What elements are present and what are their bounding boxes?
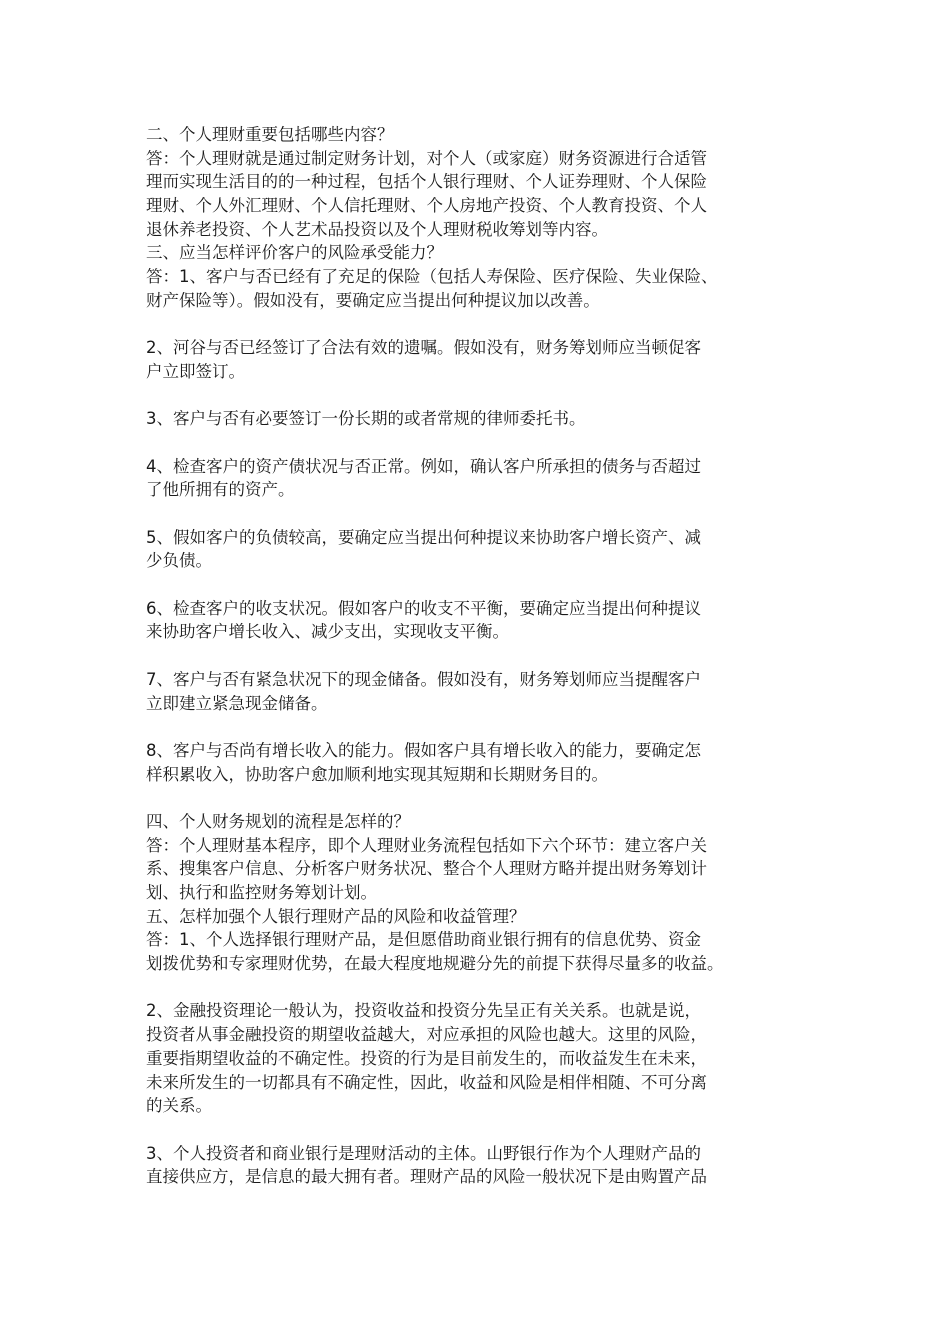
text-line: 3、个人投资者和商业银行是理财活动的主体。山野银行作为个人理财产品的 [146, 1143, 701, 1163]
text-line: 未来所发生的一切都具有不确定性，因此，收益和风险是相伴相随、不可分离 [146, 1072, 707, 1092]
text-line: 样积累收入，协助客户愈加顺利地实现其短期和长期财务目的。 [146, 764, 608, 784]
text-line: 三、应当怎样评价客户的风险承受能力？ [146, 243, 443, 263]
text-line: 答：个人理财基本程序，即个人理财业务流程包括如下六个环节：建立客户关 [146, 835, 707, 855]
text-line: 重要指期望收益的不确定性。投资的行为是目前发生的，而收益发生在未来， [146, 1048, 707, 1068]
text-line: 了他所拥有的资产。 [146, 480, 295, 500]
blank-line [146, 976, 826, 1000]
text-line: 财产保险等）。假如没有，要确定应当提出何种提议加以改善。 [146, 290, 600, 310]
text-line: 6、检查客户的收支状况。假如客户的收支不平衡，要确定应当提出何种提议 [146, 598, 701, 618]
blank-line [146, 1118, 826, 1142]
text-line: 5、假如客户的负债较高，要确定应当提出何种提议来协助客户增长资产、减 [146, 527, 701, 547]
text-line: 五、怎样加强个人银行理财产品的风险和收益管理？ [146, 906, 526, 926]
blank-line [146, 786, 826, 810]
text-line: 来协助客户增长收入、减少支出，实现收支平衡。 [146, 622, 509, 642]
blank-line [146, 431, 826, 455]
text-line: 投资者从事金融投资的期望收益越大，对应承担的风险也越大。这里的风险， [146, 1025, 707, 1045]
text-line: 直接供应方，是信息的最大拥有者。理财产品的风险一般状况下是由购置产品 [146, 1167, 707, 1187]
text-line: 退休养老投资、个人艺术品投资以及个人理财税收筹划等内容。 [146, 219, 608, 239]
text-line: 2、金融投资理论一般认为，投资收益和投资分先呈正有关关系。也就是说， [146, 1001, 701, 1021]
text-line: 答：1、客户与否已经有了充足的保险（包括人寿保险、医疗保险、失业保险、 [146, 267, 718, 287]
text-line: 户立即签订。 [146, 361, 245, 381]
text-line: 划、执行和监控财务筹划计划。 [146, 883, 377, 902]
text-line: 的关系。 [146, 1096, 212, 1116]
text-line: 8、客户与否尚有增长收入的能力。假如客户具有增长收入的能力，要确定怎 [146, 740, 701, 760]
text-line: 3、客户与否有必要签订一份长期的或者常规的律师委托书。 [146, 409, 586, 429]
text-line: 答：个人理财就是通过制定财务计划，对个人（或家庭）财务资源进行合适管 [146, 148, 707, 168]
text-line: 二、个人理财重要包括哪些内容？ [146, 125, 394, 144]
text-line: 少负债。 [146, 551, 212, 571]
blank-line [146, 644, 826, 668]
text-line: 2、河谷与否已经签订了合法有效的遗嘱。假如没有，财务筹划师应当顿促客 [146, 338, 701, 358]
text-line: 7、客户与否有紧急状况下的现金储备。假如没有，财务筹划师应当提醒客户 [146, 669, 701, 689]
text-line: 立即建立紧急现金储备。 [146, 693, 328, 713]
text-line: 四、个人财务规划的流程是怎样的？ [146, 811, 410, 831]
text-line: 答：1、个人选择银行理财产品，是但愿借助商业银行拥有的信息优势、资金 [146, 930, 701, 950]
text-line: 4、检查客户的资产债状况与否正常。例如，确认客户所承担的债务与否超过 [146, 456, 701, 476]
blank-line [146, 313, 826, 337]
text-line: 理而实现生活目的的一种过程，包括个人银行理财、个人证券理财、个人保险 [146, 172, 707, 192]
text-line: 划拨优势和专家理财优势，在最大程度地规避分先的前提下获得尽量多的收益。 [146, 954, 724, 974]
document-body [146, 123, 826, 1189]
blank-line [146, 502, 826, 526]
blank-line [146, 384, 826, 408]
blank-line [146, 573, 826, 597]
blank-line [146, 715, 826, 739]
text-line: 系、搜集客户信息、分析客户财务状况、整合个人理财方略并提出财务筹划计 [146, 859, 707, 879]
text-line: 理财、个人外汇理财、个人信托理财、个人房地产投资、个人教育投资、个人 [146, 196, 707, 216]
